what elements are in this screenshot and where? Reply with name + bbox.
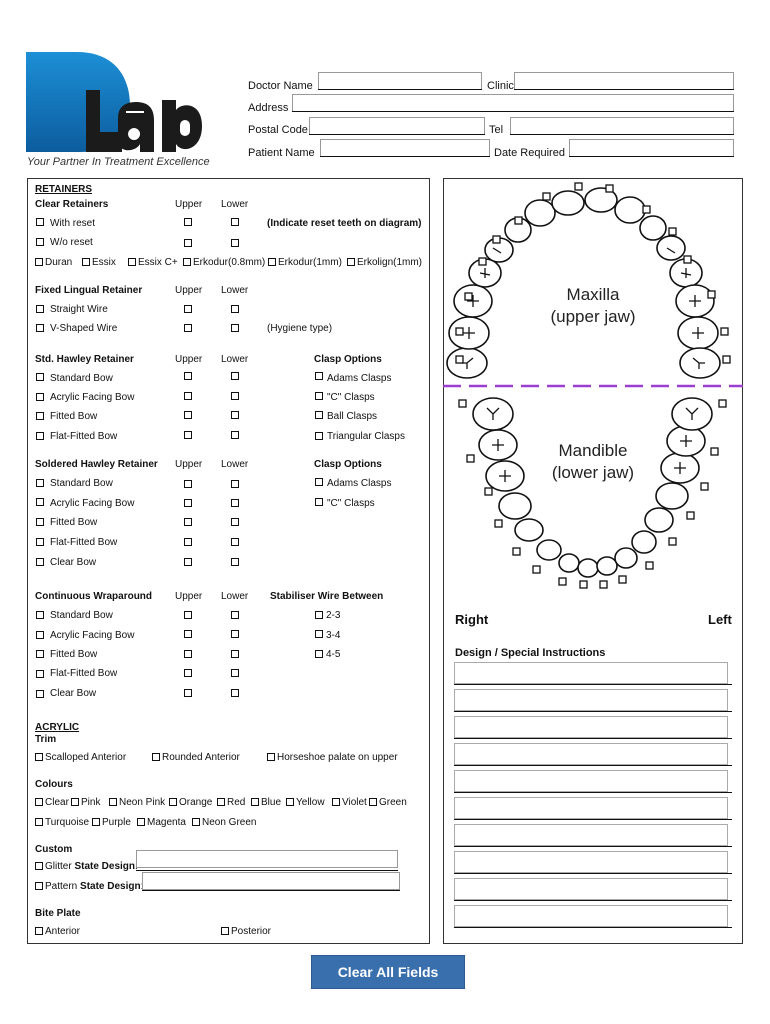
soldered-acrylic-label: Acrylic Facing Bow <box>50 498 135 509</box>
maxilla-sublabel: (upper jaw) <box>550 307 636 326</box>
straight-wire-upper-checkbox[interactable] <box>184 305 192 313</box>
hawley-flat-fitted-upper[interactable] <box>184 431 192 439</box>
hawley-standard-bow-lower[interactable] <box>231 372 239 380</box>
v-shaped-wire-label: V-Shaped Wire <box>50 323 118 334</box>
instruction-line-2[interactable] <box>454 689 728 711</box>
wo-reset-checkbox[interactable] <box>36 238 44 246</box>
logo-tagline: Your Partner In Treatment Excellence <box>27 156 210 168</box>
trim-title: Trim <box>35 734 57 745</box>
continuous-flat-upper[interactable] <box>184 669 192 677</box>
soldered-title: Soldered Hawley Retainer <box>35 459 158 470</box>
stab-2-3-checkbox[interactable] <box>315 611 323 619</box>
soldered-c-clasp-checkbox[interactable] <box>315 498 323 506</box>
colour-violet[interactable]: Violet <box>332 797 367 808</box>
hawley-fitted-bow-checkbox[interactable] <box>36 412 44 420</box>
soldered-standard-upper[interactable] <box>184 480 192 488</box>
upper-header: Upper <box>175 459 203 470</box>
custom-title: Custom <box>35 844 73 855</box>
colour-clear[interactable]: Clear <box>35 797 69 808</box>
continuous-clear-upper[interactable] <box>184 689 192 697</box>
colour-pink[interactable]: Pink <box>71 797 100 808</box>
with-reset-checkbox[interactable] <box>36 218 44 226</box>
continuous-acrylic-upper[interactable] <box>184 630 192 638</box>
soldered-clear-lower[interactable] <box>231 558 239 566</box>
patient-name-label: Patient Name <box>248 147 315 159</box>
continuous-standard-label: Standard Bow <box>50 610 113 621</box>
continuous-flat-lower[interactable] <box>231 669 239 677</box>
instruction-line-1[interactable] <box>454 662 728 684</box>
instruction-line-8[interactable] <box>454 851 728 873</box>
pattern-design-input[interactable] <box>142 872 400 890</box>
instruction-line-7[interactable] <box>454 824 728 846</box>
glitter-design-input[interactable] <box>136 850 398 868</box>
soldered-adams-label: Adams Clasps <box>327 478 392 489</box>
instruction-line-10[interactable] <box>454 905 728 927</box>
tel-label: Tel <box>489 124 504 136</box>
mandible-label: Mandible <box>558 441 628 460</box>
lower-header: Lower <box>221 285 249 296</box>
upper-header: Upper <box>175 354 203 365</box>
soldered-flat-label: Flat-Fitted Bow <box>50 537 118 548</box>
hygiene-note: (Hygiene type) <box>267 323 333 334</box>
hawley-acrylic-bow-upper[interactable] <box>184 392 192 400</box>
clinic-input[interactable] <box>514 72 734 90</box>
soldered-clear-checkbox[interactable] <box>36 558 44 566</box>
hawley-clasp-title: Clasp Options <box>314 354 382 365</box>
hawley-fitted-bow-label: Fitted Bow <box>50 411 98 422</box>
wo-reset-upper-checkbox[interactable] <box>184 239 192 247</box>
colour-green[interactable]: Green <box>369 797 407 808</box>
soldered-fitted-label: Fitted Bow <box>50 517 98 528</box>
hawley-adams-checkbox[interactable] <box>315 372 323 380</box>
retainers-title: RETAINERS <box>35 184 93 195</box>
with-reset-upper-checkbox[interactable] <box>184 218 192 226</box>
colour-orange[interactable]: Orange <box>169 797 212 808</box>
upper-header: Upper <box>175 199 203 210</box>
date-required-input[interactable] <box>569 139 734 157</box>
hawley-title: Std. Hawley Retainer <box>35 354 134 365</box>
stab-4-5-label: 4-5 <box>326 649 341 660</box>
soldered-standard-checkbox[interactable] <box>36 479 44 487</box>
continuous-clear-lower[interactable] <box>231 689 239 697</box>
fixed-lingual-title: Fixed Lingual Retainer <box>35 285 143 296</box>
trim-scalloped[interactable]: Scalloped Anterior <box>35 752 126 763</box>
doctor-name-input[interactable] <box>318 72 482 90</box>
lower-header: Lower <box>221 459 249 470</box>
trim-horseshoe[interactable]: Horseshoe palate on upper <box>267 752 398 763</box>
upper-header: Upper <box>175 285 203 296</box>
date-required-label: Date Required <box>494 147 565 159</box>
maxilla-arch[interactable] <box>447 188 720 378</box>
soldered-fitted-checkbox[interactable] <box>36 518 44 526</box>
soldered-standard-label: Standard Bow <box>50 478 113 489</box>
lower-header: Lower <box>221 199 249 210</box>
wo-reset-lower-checkbox[interactable] <box>231 239 239 247</box>
hawley-acrylic-bow-lower[interactable] <box>231 392 239 400</box>
hawley-fitted-bow-upper[interactable] <box>184 411 192 419</box>
stabiliser-title: Stabiliser Wire Between <box>270 591 384 602</box>
soldered-clasp-title: Clasp Options <box>314 459 382 470</box>
hawley-standard-bow-label: Standard Bow <box>50 373 113 384</box>
address-label: Address <box>248 102 289 114</box>
hawley-standard-bow-checkbox[interactable] <box>36 373 44 381</box>
bite-anterior[interactable]: Anterior <box>35 926 80 937</box>
colour-yellow[interactable]: Yellow <box>286 797 325 808</box>
tel-input[interactable] <box>510 117 734 135</box>
trim-rounded[interactable]: Rounded Anterior <box>152 752 240 763</box>
hawley-acrylic-bow-checkbox[interactable] <box>36 393 44 401</box>
continuous-standard-lower[interactable] <box>231 611 239 619</box>
continuous-acrylic-lower[interactable] <box>231 630 239 638</box>
with-reset-label: With reset <box>50 218 96 229</box>
hawley-fitted-bow-lower[interactable] <box>231 411 239 419</box>
straight-wire-checkbox[interactable] <box>36 305 44 313</box>
continuous-acrylic-label: Acrylic Facing Bow <box>50 630 135 641</box>
stab-2-3-label: 2-3 <box>326 610 341 621</box>
pattern-option[interactable]: Pattern State Design <box>35 881 143 892</box>
reset-note: (Indicate reset teeth on diagram) <box>267 218 422 229</box>
stab-3-4-checkbox[interactable] <box>315 630 323 638</box>
hawley-ball-clasp-checkbox[interactable] <box>315 411 323 419</box>
postal-code-label: Postal Code <box>248 124 308 136</box>
soldered-clear-upper[interactable] <box>184 558 192 566</box>
clear-retainers-title: Clear Retainers <box>35 199 109 210</box>
hawley-c-clasp-checkbox[interactable] <box>315 392 323 400</box>
colour-blue[interactable]: Blue <box>251 797 281 808</box>
mandible-sublabel: (lower jaw) <box>551 463 635 482</box>
continuous-standard-upper[interactable] <box>184 611 192 619</box>
soldered-acrylic-checkbox[interactable] <box>36 498 44 506</box>
address-input[interactable] <box>292 94 734 112</box>
upper-header: Upper <box>175 591 203 602</box>
straight-wire-label: Straight Wire <box>50 304 108 315</box>
hawley-triangular-checkbox[interactable] <box>315 432 323 440</box>
with-reset-lower-checkbox[interactable] <box>231 218 239 226</box>
left-label: Left <box>708 612 732 627</box>
acrylic-title: ACRYLIC <box>35 722 80 733</box>
v-shaped-wire-upper-checkbox[interactable] <box>184 324 192 332</box>
stab-4-5-checkbox[interactable] <box>315 650 323 658</box>
hawley-flat-fitted-label: Flat-Fitted Bow <box>50 431 118 442</box>
soldered-flat-upper[interactable] <box>184 538 192 546</box>
colour-red[interactable]: Red <box>217 797 245 808</box>
dlab-logo-icon <box>22 48 212 158</box>
mandible-arch[interactable] <box>473 398 712 577</box>
bite-posterior[interactable]: Posterior <box>221 926 271 937</box>
soldered-flat-lower[interactable] <box>231 538 239 546</box>
soldered-acrylic-lower[interactable] <box>231 499 239 507</box>
hawley-acrylic-bow-label: Acrylic Facing Bow <box>50 392 135 403</box>
stab-3-4-label: 3-4 <box>326 630 341 641</box>
continuous-fitted-lower[interactable] <box>231 650 239 658</box>
bite-plate-title: Bite Plate <box>35 908 81 919</box>
material-essix[interactable]: Essix <box>82 257 116 268</box>
soldered-fitted-lower[interactable] <box>231 518 239 526</box>
postal-code-input[interactable] <box>309 117 485 135</box>
soldered-clear-label: Clear Bow <box>50 557 97 568</box>
logo <box>22 48 212 158</box>
material-erkodur-08[interactable]: Erkodur(0.8mm) <box>183 257 265 268</box>
continuous-fitted-upper[interactable] <box>184 650 192 658</box>
glitter-option[interactable]: Glitter State Design <box>35 861 138 872</box>
instruction-line-6[interactable] <box>454 797 728 819</box>
hawley-triangular-label: Triangular Clasps <box>327 431 405 442</box>
lower-header: Lower <box>221 354 249 365</box>
straight-wire-lower-checkbox[interactable] <box>231 305 239 313</box>
hawley-flat-fitted-checkbox[interactable] <box>36 432 44 440</box>
soldered-adams-checkbox[interactable] <box>315 478 323 486</box>
instruction-line-5[interactable] <box>454 770 728 792</box>
continuous-acrylic-checkbox[interactable] <box>36 631 44 639</box>
colour-purple[interactable]: Purple <box>92 817 131 828</box>
clear-all-fields-button[interactable]: Clear All Fields <box>311 955 465 989</box>
continuous-clear-label: Clear Bow <box>50 688 97 699</box>
hawley-standard-bow-upper[interactable] <box>184 372 192 380</box>
colour-neon-pink[interactable]: Neon Pink <box>109 797 165 808</box>
soldered-fitted-upper[interactable] <box>184 518 192 526</box>
continuous-flat-checkbox[interactable] <box>36 670 44 678</box>
wo-reset-label: W/o reset <box>50 237 93 248</box>
soldered-standard-lower[interactable] <box>231 480 239 488</box>
instruction-line-4[interactable] <box>454 743 728 765</box>
colour-turquoise[interactable]: Turquoise <box>35 817 89 828</box>
soldered-flat-checkbox[interactable] <box>36 538 44 546</box>
hawley-ball-clasp-label: Ball Clasps <box>327 411 378 422</box>
patient-name-input[interactable] <box>320 139 490 157</box>
instructions-title: Design / Special Instructions <box>455 647 606 659</box>
continuous-fitted-checkbox[interactable] <box>36 650 44 658</box>
doctor-name-label: Doctor Name <box>248 80 313 92</box>
instruction-line-3[interactable] <box>454 716 728 738</box>
tooth-chart-svg[interactable] <box>443 178 743 598</box>
continuous-standard-checkbox[interactable] <box>36 611 44 619</box>
material-duran[interactable]: Duran <box>35 257 72 268</box>
material-erkolign[interactable]: Erkolign(1mm) <box>347 257 422 268</box>
v-shaped-wire-lower-checkbox[interactable] <box>231 324 239 332</box>
right-label: Right <box>455 612 489 627</box>
hawley-c-clasp-label: "C" Clasps <box>327 392 375 403</box>
instruction-line-9[interactable] <box>454 878 728 900</box>
clinic-label: Clinic <box>487 80 514 92</box>
continuous-clear-checkbox[interactable] <box>36 690 44 698</box>
colours-title: Colours <box>35 779 73 790</box>
maxilla-label: Maxilla <box>566 285 620 304</box>
soldered-c-clasp-label: "C" Clasps <box>327 498 375 509</box>
lower-header: Lower <box>221 591 249 602</box>
material-essix-cplus[interactable]: Essix C+ <box>128 257 178 268</box>
continuous-flat-label: Flat-Fitted Bow <box>50 668 118 679</box>
soldered-acrylic-upper[interactable] <box>184 499 192 507</box>
hawley-adams-label: Adams Clasps <box>327 373 392 384</box>
continuous-fitted-label: Fitted Bow <box>50 649 98 660</box>
hawley-flat-fitted-lower[interactable] <box>231 431 239 439</box>
colour-magenta[interactable]: Magenta <box>137 817 186 828</box>
v-shaped-wire-checkbox[interactable] <box>36 324 44 332</box>
continuous-title: Continuous Wraparound <box>35 591 153 602</box>
material-erkodur-1[interactable]: Erkodur(1mm) <box>268 257 342 268</box>
colour-neon-green[interactable]: Neon Green <box>192 817 256 828</box>
